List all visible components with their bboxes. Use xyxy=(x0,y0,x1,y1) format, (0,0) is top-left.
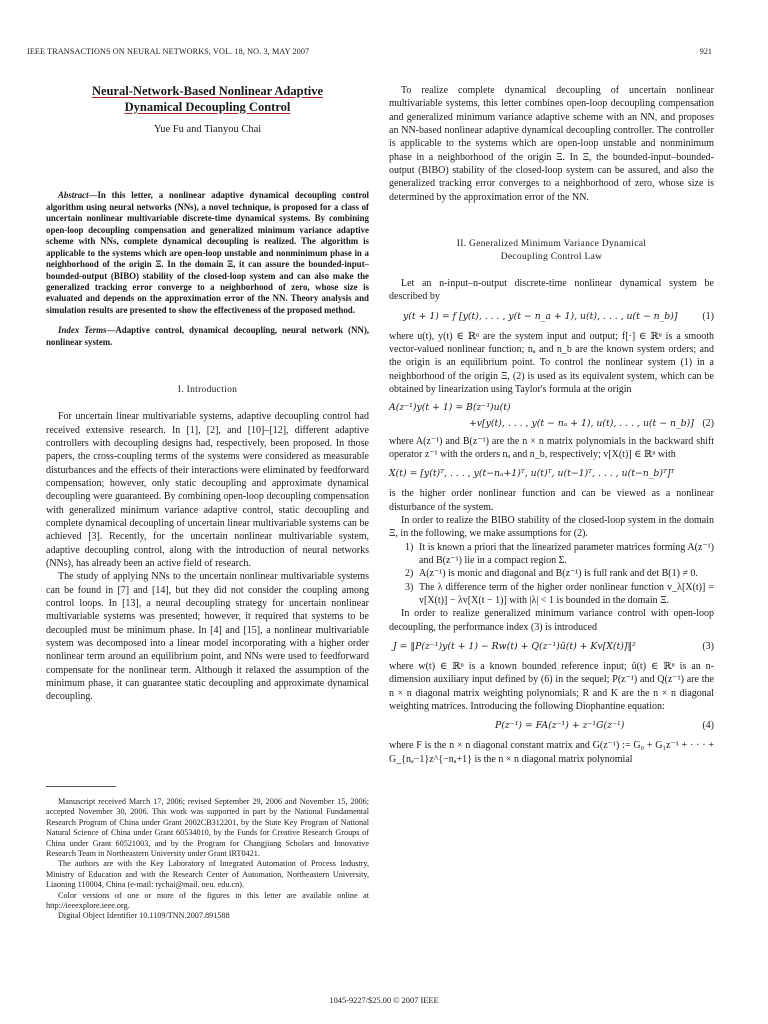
page-number: 921 xyxy=(699,47,712,56)
equation-3 xyxy=(389,634,714,660)
equation-4-body: P(z⁻¹) = FA(z⁻¹) + z⁻¹G(z⁻¹) xyxy=(495,720,625,732)
footnote-rule xyxy=(46,786,116,787)
equation-4 xyxy=(389,713,714,739)
equation-1-body: y(t + 1) = f [y(t), . . . , y(t − n_a + 1), u(t), . . . , u(t − n_b)] xyxy=(403,310,678,322)
equation-4-number: (4) xyxy=(702,720,714,732)
where-paragraph-2: where A(z⁻¹) and B(z⁻¹) are the n × n matrix polynomials in the backward shift operator z⁻¹ with the orders nₐ and n_b, respectively; v[X(t)] ∈ ℝⁿ with xyxy=(389,435,714,460)
system-description: Let an n-input–n-output discrete-time nonlinear dynamical system be described by xyxy=(389,278,714,303)
equation-X-body: X(t) = [y(t)ᵀ, . . . , y(t−nₐ+1)ᵀ, u(t)ᵀ, u(t−1)ᵀ, . . . , u(t−n_b)ᵀ]ᵀ xyxy=(389,468,675,480)
section-heading-introduction: I. Introduction xyxy=(177,385,238,396)
equation-2-line-1: A(z⁻¹)y(t + 1) = B(z⁻¹)u(t) xyxy=(389,401,511,413)
equation-1 xyxy=(389,304,714,330)
where-paragraph-4: where F is the n × n diagonal constant matrix and G(z⁻¹) := G₀ + G₁z⁻¹ + · · · + G_{nₐ−1}z^{−nₐ+1} is the n × n diagonal matrix polynomial xyxy=(389,740,714,765)
equation-1-number: (1) xyxy=(702,310,714,322)
equation-2-number: (2) xyxy=(702,417,714,429)
intro-paragraph-1: For uncertain linear multivariable systems, adaptive decoupling control had received extensive research. In [1], [2], and [10]–[12], different adaptive controllers with decoupling designs had, respectively, been proposed. In those papers, the cross-coupling terms of the systems were considered as measurable disturbances and the effects of their interactions were eliminated by feedforward compensation; however, only static decoupling and approximate dynamical decoupling were guaranteed. By combining open-loop decoupling compensation with generalized minimum variance adaptive control, static decoupling and complete dynamical decoupling of uncertain linear multivariable systems can be achieved [3]. Recently, for the uncertain nonlinear multivariable system, adaptive decoupling control, along with the introduction of neural networks (NNs), has already been an active field of research. xyxy=(46,411,369,570)
assumptions-intro: In order to realize the BIBO stability of the closed-loop system in the domain Ξ, in the following, we make assumptions for (2). xyxy=(389,514,714,540)
equation-2-line-2: +v[y(t), . . . , y(t − nₐ + 1), u(t), . . . , u(t − n_b)] xyxy=(469,417,694,429)
left-column xyxy=(46,84,369,704)
right-intro-paragraph: To realize complete dynamical decoupling of uncertain nonlinear multivariable systems, this letter combines open-loop decoupling compensation and generalized minimum variance adaptive scheme with an NN, and proposes an NN-based nonlinear adaptive dynamical decoupling controller. The controller is applicable to the systems which are open-loop unstable and nonminimum phase in a neighborhood of the origin Ξ. In Ξ, the bounded-input–bounded-output (BIBO) stability of the closed-loop system can be assured, and also the generalized tracking error converges to a neighborhood of zero, whose size is determined by the approximation error of the NN. xyxy=(389,85,714,203)
abstract-label: Abstract xyxy=(58,190,89,201)
equation-2 xyxy=(389,397,714,435)
footnote-doi: Digital Object Identifier 10.1109/TNN.2007.891588 xyxy=(58,911,230,921)
copyright-footer: 1045-9227/$25.00 © 2007 IEEE xyxy=(329,996,439,1005)
abstract-text: —In this letter, a nonlinear adaptive dynamical decoupling control algorithm using neural networks (NNs), a novel technique, is proposed for a class of uncertain nonlinear multivariable discrete-time dynamical systems. By combining open-loop decoupling compensation and generalized minimum variance adaptive scheme with NNs, complete dynamical decoupling is realized. The algorithm is applicable to the systems which are open-loop unstable and nonminimum phase in a neighborhood of the origin Ξ. In the domain Ξ, it can assure the bounded-input–bounded-output (BIBO) stability of the closed-loop system and can also make the generalized tracking error converge to a neighborhood of zero, whose size is evaluated and depends on the approximation error of the NN. Theory analysis and simulation results are presented to show the effectiveness of the proposed method. xyxy=(46,190,369,315)
equation-3-body: J = ‖P(z⁻¹)y(t + 1) − Rw(t) + Q(z⁻¹)ū(t) + Kv[X(t)]‖² xyxy=(393,640,636,652)
footnote-affiliation: The authors are with the Key Laboratory of Integrated Automation of Process Industry, Ministry of Education and with the Research Center of Automation, Northeastern University, Liaoning 110004, China (e-mail: tychai@mail. neu. edu.cn). xyxy=(46,859,369,890)
section-heading-2 xyxy=(389,238,714,264)
list-item: 3) The λ difference term of the higher order nonlinear function v_λ[X(t)] = v[X(t)] − λv[X(t − 1)] with |λ| < 1 is bounded in the domain Ξ. xyxy=(405,581,714,606)
index-terms-text: —Adaptive control, dynamical decoupling, neural network (NN), nonlinear system. xyxy=(46,325,370,347)
abstract xyxy=(46,190,369,316)
where-paragraph-3: where w(t) ∈ ℝⁿ is a known bounded reference input; ū(t) ∈ ℝⁿ is an n-dimension auxiliary input defined by (6) in the sequel; P(z⁻¹) and Q(z⁻¹) are the n × n diagonal matrix weighting polynomials; R and K are the n × n diagonal weighting matrices. Introducing the following Diophantine equation: xyxy=(389,660,714,712)
running-header: IEEE TRANSACTIONS ON NEURAL NETWORKS, VOL. 18, NO. 3, MAY 2007 xyxy=(27,47,310,56)
intro-paragraph-2: The study of applying NNs to the uncertain nonlinear multivariable systems can be found in [7] and [14], but they did not consider the coupling among control loops. In [13], a neural decoupling strategy for uncertain nonlinear multivariable systems was presented; however, it required that systems to be decoupled must be minimum phase. In [4] and [15], a nonlinear multivariable system was decomposed into a linear model incorporating with a higher order nonlinear term around an equilibrium point, and NNs were used to feedforward compensate for the nonlinear term. Although it relaxed the assumption of the minimum phase, it can guarantee static decoupling and approximate dynamical decoupling. xyxy=(46,571,369,703)
where-paragraph-1: where u(t), y(t) ∈ ℝⁿ are the system input and output; f[·] ∈ ℝⁿ is a smooth vector-valued nonlinear function; nₐ and n_b are the known system orders; and the origin is an equilibrium point. To control the nonlinear system (1) in a neighborhood of the origin Ξ, (2) is used as its equivalent system, which can be obtained by linearization using Taylor's formula at the origin xyxy=(389,330,714,396)
section-2-line-2: Decoupling Control Law xyxy=(500,252,603,263)
gmv-paragraph: In order to realize generalized minimum variance control with open-loop decoupling, the performance index (3) is introduced xyxy=(389,608,714,633)
equation-3-number: (3) xyxy=(702,640,714,652)
title-line-1: Neural-Network-Based Nonlinear Adaptive xyxy=(91,84,323,98)
paper-title xyxy=(46,84,369,115)
higher-order-paragraph: is the higher order nonlinear function and can be viewed as a nonlinear disturbance of the system. xyxy=(389,488,714,513)
right-column xyxy=(389,84,714,766)
authors: Yue Fu and Tianyou Chai xyxy=(153,124,262,135)
footnote-color: Color versions of one or more of the figures in this letter are available online at http://ieeexplore.ieee.org. xyxy=(46,890,369,911)
footnote-manuscript: Manuscript received March 17, 2006; revised September 29, 2006 and November 15, 2006; accepted November 30, 2006. This work was supported in part by the National Fundamental Research Program of China under Grant 2002CB312201, by the State Key Program of National Natural Science of China under Grant 60534010, by the Funds for Creative Research Groups of China under Grant 60521003, and by the Program for Changjiang Scholars and Innovative Research Team in Northeastern University under Grant IRT0421. xyxy=(46,797,369,859)
title-line-2: Dynamical Decoupling Control xyxy=(124,99,291,114)
equation-X xyxy=(389,461,714,487)
section-2-line-1: II. Generalized Minimum Variance Dynamical xyxy=(456,239,647,250)
footnotes xyxy=(46,797,369,922)
index-terms xyxy=(46,325,369,348)
assumptions-list xyxy=(389,541,714,608)
index-terms-label: Index Terms xyxy=(58,325,107,336)
list-item: 1) It is known a priori that the linearized parameter matrices forming A(z⁻¹) and B(z⁻¹) lie in a compact region Σ. xyxy=(405,541,714,566)
list-item: 2) A(z⁻¹) is monic and diagonal and B(z⁻¹) is full rank and det B(1) ≠ 0. xyxy=(405,568,698,580)
